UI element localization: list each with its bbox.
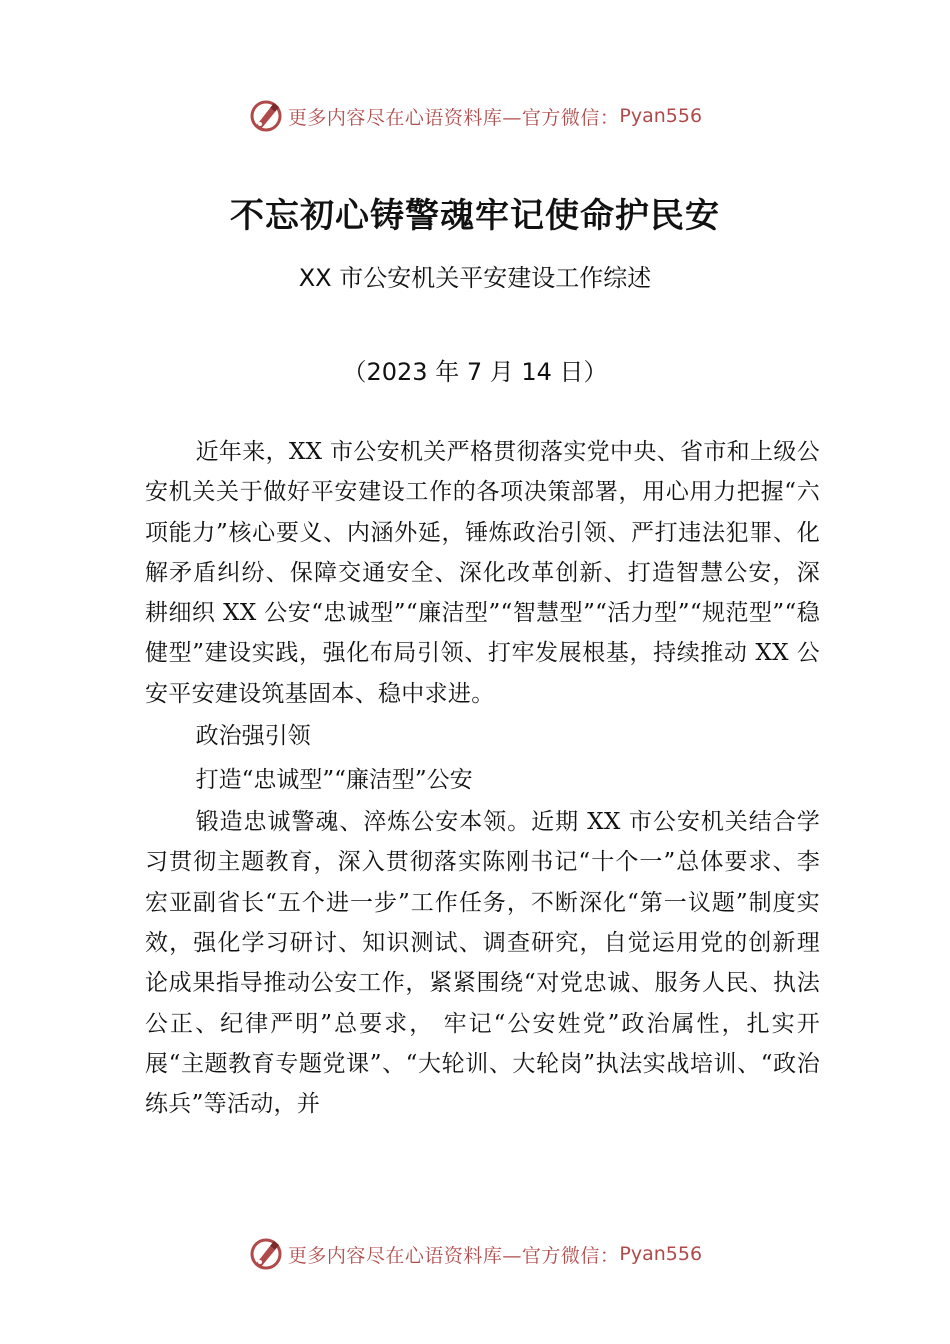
watermark-wechat-id: Pyan556 xyxy=(619,1243,703,1265)
document-title: 不忘初心铸警魂牢记使命护民安 xyxy=(230,196,720,236)
document-body xyxy=(145,432,820,1124)
section-subheading: 打造“忠诚型”“廉洁型”公安 xyxy=(195,767,473,794)
document-date: （2023 年 7 月 14 日） xyxy=(342,358,608,386)
document-subtitle: XX 市公安机关平安建设工作综述 xyxy=(298,264,652,292)
watermark-wechat-id: Pyan556 xyxy=(619,105,703,127)
intro-paragraph: 近年来，XX 市公安机关严格贯彻落实党中央、省市和上级公安机关关于做好平安建设工作的各项决策部署，用心用力把握“六项能力”核心要义、内涵外延，锤炼政治引领、严打违法犯罪、化解矛盾纠纷、保障交通安全、深化改革创新、打造智慧公安，深耕细织 XX 公安“忠诚型”“廉洁型”“智慧型”“活力型”“规范型”“稳健型”建设实践，强化布局引领、打牢发展根基，持续推动 XX 公安平安建设筑基固本、稳中求进。 xyxy=(145,439,820,707)
pen-logo-icon xyxy=(248,1236,284,1272)
watermark-footer xyxy=(0,1234,950,1274)
pen-logo-icon xyxy=(248,98,284,134)
watermark-text: 更多内容尽在心语资料库—官方微信： xyxy=(287,1244,620,1267)
section-heading: 政治强引领 xyxy=(195,723,311,750)
watermark-text: 更多内容尽在心语资料库—官方微信： xyxy=(287,106,620,129)
watermark-header xyxy=(0,96,950,136)
section-paragraph: 锻造忠诚警魂、淬炼公安本领。近期 XX 市公安机关结合学习贯彻主题教育，深入贯彻落实陈刚书记“十个一”总体要求、李宏亚副省长“五个进一步”工作任务，不断深化“第一议题”制度实效，强化学习研讨、知识测试、调查研究，自觉运用党的创新理论成果指导推动公安工作，紧紧围绕“对党忠诚、服务人民、执法公正、纪律严明”总要求， 牢记“公安姓党”政治属性，扎实开展“主题教育专题党课”、“大轮训、大轮岗”执法实战培训、“政治练兵”等活动，并 xyxy=(145,809,820,1118)
